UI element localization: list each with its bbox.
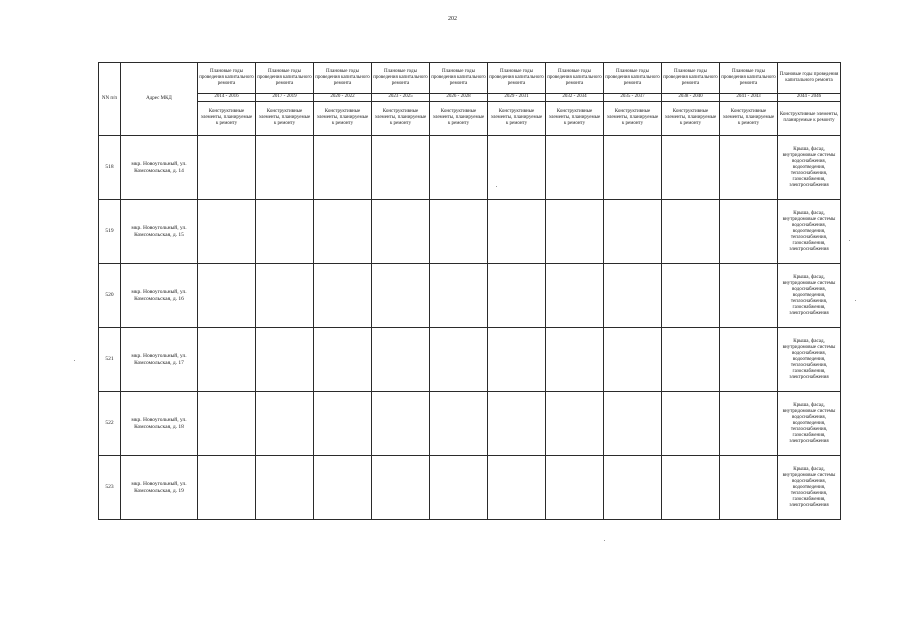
header-period-years: 2035 - 2037: [604, 94, 662, 102]
empty-cell: [546, 264, 604, 328]
row-number: 520: [99, 264, 121, 328]
row-address: мкр. Новоугольный, ул. Комсомольская, д. 14: [121, 136, 198, 200]
empty-cell: [604, 264, 662, 328]
empty-cell: [198, 200, 256, 264]
row-address: мкр. Новоугольный, ул. Комсомольская, д. 19: [121, 456, 198, 520]
empty-cell: [662, 200, 720, 264]
empty-cell: [604, 392, 662, 456]
empty-cell: [662, 392, 720, 456]
empty-cell: [314, 456, 372, 520]
empty-cell: [256, 456, 314, 520]
empty-cell: [314, 264, 372, 328]
header-period-title: Плановые годы проведения капитального ремонта: [372, 63, 430, 94]
header-period-title: Плановые годы проведения капитального ремонта: [430, 63, 488, 94]
empty-cell: [256, 136, 314, 200]
row-elements: Крыша, фасад, внутридомовые системы водоснабжения, водоотведения, теплоснабжения, газоснабжения, электроснабжения: [778, 200, 841, 264]
scan-speck: [74, 360, 75, 361]
row-number: 522: [99, 392, 121, 456]
empty-cell: [546, 136, 604, 200]
row-number: 519: [99, 200, 121, 264]
empty-cell: [256, 392, 314, 456]
empty-cell: [662, 328, 720, 392]
empty-cell: [604, 136, 662, 200]
header-period-title: Плановые годы проведения капитального ремонта: [720, 63, 778, 94]
empty-cell: [662, 264, 720, 328]
header-period-title: Плановые годы проведения капитального ремонта: [198, 63, 256, 94]
empty-cell: [546, 328, 604, 392]
scan-speck: [604, 540, 605, 541]
empty-cell: [372, 264, 430, 328]
header-period-years: 2041 - 2043: [720, 94, 778, 102]
empty-cell: [604, 456, 662, 520]
empty-cell: [372, 200, 430, 264]
row-number: 518: [99, 136, 121, 200]
row-elements: Крыша, фасад, внутридомовые системы водоснабжения, водоотведения, теплоснабжения, газоснабжения, электроснабжения: [778, 136, 841, 200]
empty-cell: [488, 456, 546, 520]
row-address: мкр. Новоугольный, ул. Комсомольская, д. 17: [121, 328, 198, 392]
empty-cell: [720, 392, 778, 456]
table-row: [99, 328, 841, 392]
header-period-title: Плановые годы проведения капитального ремонта: [546, 63, 604, 94]
empty-cell: [314, 392, 372, 456]
header-period-elements: Конструктивные элементы, планируемые к ремонту: [778, 101, 841, 135]
empty-cell: [198, 392, 256, 456]
empty-cell: [372, 456, 430, 520]
scan-speck: [496, 186, 497, 187]
header-nn: NN п/п: [99, 63, 121, 136]
empty-cell: [720, 136, 778, 200]
row-elements: Крыша, фасад, внутридомовые системы водоснабжения, водоотведения, теплоснабжения, газоснабжения, электроснабжения: [778, 264, 841, 328]
empty-cell: [430, 392, 488, 456]
empty-cell: [720, 200, 778, 264]
header-period-years: 2014 - 2016: [198, 94, 256, 102]
header-period-years: 2017 - 2019: [256, 94, 314, 102]
row-number: 521: [99, 328, 121, 392]
header-period-years: 2026 - 2028: [430, 94, 488, 102]
table-row: [99, 200, 841, 264]
header-period-elements: Конструктивные элементы, планируемые к ремонту: [256, 101, 314, 135]
empty-cell: [198, 456, 256, 520]
row-address: мкр. Новоугольный, ул. Комсомольская, д. 15: [121, 200, 198, 264]
empty-cell: [546, 456, 604, 520]
row-address: мкр. Новоугольный, ул. Комсомольская, д. 16: [121, 264, 198, 328]
empty-cell: [372, 392, 430, 456]
row-elements: Крыша, фасад, внутридомовые системы водоснабжения, водоотведения, теплоснабжения, газоснабжения, электроснабжения: [778, 328, 841, 392]
empty-cell: [662, 136, 720, 200]
header-period-title: Плановые годы проведения капитального ремонта: [256, 63, 314, 94]
empty-cell: [198, 328, 256, 392]
empty-cell: [256, 264, 314, 328]
header-period-elements: Конструктивные элементы, планируемые к ремонту: [546, 101, 604, 135]
header-period-title: Плановые годы проведения капитального ремонта: [662, 63, 720, 94]
header-period-elements: Конструктивные элементы, планируемые к ремонту: [314, 101, 372, 135]
header-period-title: Плановые годы проведения капитального ремонта: [488, 63, 546, 94]
table-row: [99, 392, 841, 456]
empty-cell: [720, 328, 778, 392]
row-elements: Крыша, фасад, внутридомовые системы водоснабжения, водоотведения, теплоснабжения, газоснабжения, электроснабжения: [778, 392, 841, 456]
table-row: [99, 456, 841, 520]
empty-cell: [430, 264, 488, 328]
header-period-years: 2044 - 2046: [778, 94, 841, 102]
empty-cell: [488, 200, 546, 264]
empty-cell: [256, 200, 314, 264]
empty-cell: [604, 328, 662, 392]
empty-cell: [488, 328, 546, 392]
header-period-years: 2032 - 2034: [546, 94, 604, 102]
header-period-elements: Конструктивные элементы, планируемые к ремонту: [662, 101, 720, 135]
header-period-elements: Конструктивные элементы, планируемые к ремонту: [488, 101, 546, 135]
row-elements: Крыша, фасад, внутридомовые системы водоснабжения, водоотведения, теплоснабжения, газоснабжения, электроснабжения: [778, 456, 841, 520]
empty-cell: [198, 136, 256, 200]
header-period-title: Плановые годы проведения капитального ремонта: [604, 63, 662, 94]
row-address: мкр. Новоугольный, ул. Комсомольская, д. 18: [121, 392, 198, 456]
empty-cell: [430, 136, 488, 200]
header-period-elements: Конструктивные элементы, планируемые к ремонту: [604, 101, 662, 135]
empty-cell: [372, 328, 430, 392]
empty-cell: [256, 328, 314, 392]
empty-cell: [488, 392, 546, 456]
table-row: [99, 136, 841, 200]
empty-cell: [546, 392, 604, 456]
empty-cell: [720, 456, 778, 520]
header-period-years: 2029 - 2031: [488, 94, 546, 102]
header-address: Адрес МКД: [121, 63, 198, 136]
header-period-years: 2038 - 2040: [662, 94, 720, 102]
header-period-elements: Конструктивные элементы, планируемые к ремонту: [720, 101, 778, 135]
empty-cell: [314, 200, 372, 264]
empty-cell: [488, 136, 546, 200]
header-period-title: Плановые годы проведения капитального ремонта: [778, 63, 841, 94]
header-period-years: 2020 - 2022: [314, 94, 372, 102]
scan-speck: [849, 240, 850, 241]
empty-cell: [314, 328, 372, 392]
header-period-years: 2023 - 2025: [372, 94, 430, 102]
header-period-elements: Конструктивные элементы, планируемые к ремонту: [372, 101, 430, 135]
empty-cell: [430, 456, 488, 520]
empty-cell: [198, 264, 256, 328]
row-number: 523: [99, 456, 121, 520]
empty-cell: [430, 200, 488, 264]
header-period-title: Плановые годы проведения капитального ремонта: [314, 63, 372, 94]
empty-cell: [314, 136, 372, 200]
empty-cell: [372, 136, 430, 200]
empty-cell: [720, 264, 778, 328]
scan-speck: [855, 300, 856, 301]
header-period-elements: Конструктивные элементы, планируемые к ремонту: [198, 101, 256, 135]
header-period-elements: Конструктивные элементы, планируемые к ремонту: [430, 101, 488, 135]
empty-cell: [662, 456, 720, 520]
empty-cell: [488, 264, 546, 328]
empty-cell: [546, 200, 604, 264]
empty-cell: [604, 200, 662, 264]
page-number: 202: [448, 16, 457, 22]
empty-cell: [430, 328, 488, 392]
table-row: [99, 264, 841, 328]
capital-repair-schedule-table: [98, 62, 841, 520]
